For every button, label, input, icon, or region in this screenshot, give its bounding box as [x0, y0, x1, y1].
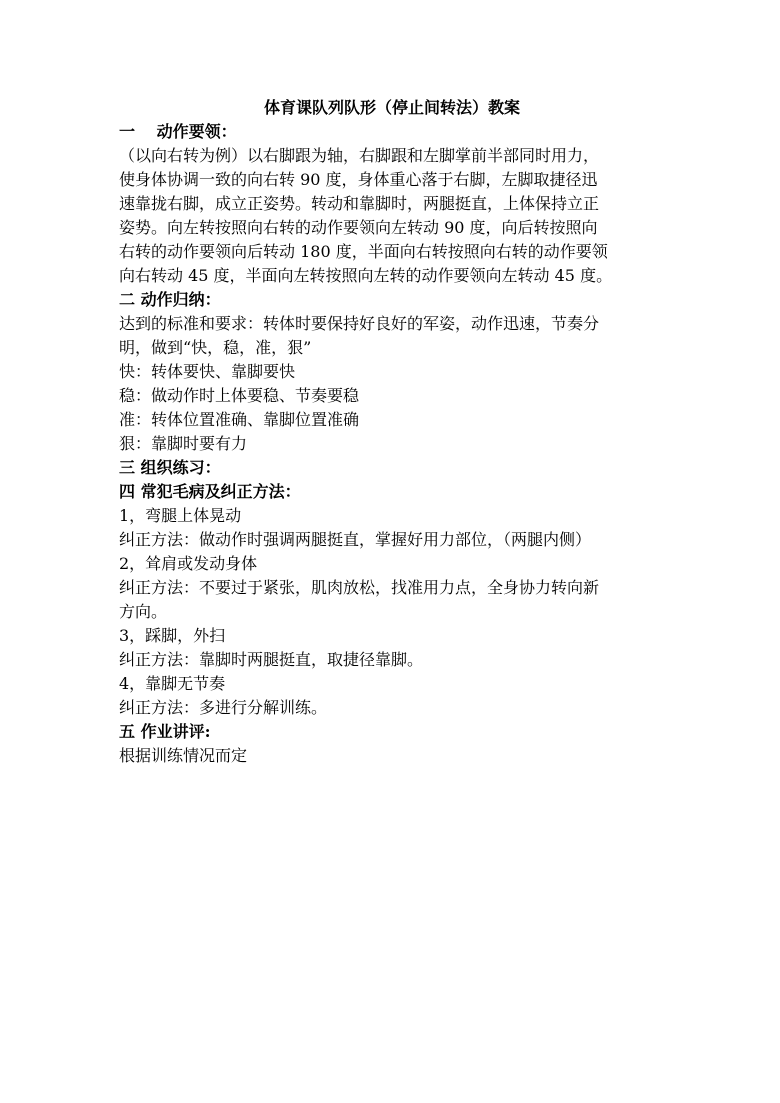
section-heading-4: 四 常犯毛病及纠正方法：	[119, 482, 301, 501]
section-heading-3: 三 组织练习：	[119, 458, 221, 477]
text-line: 纠正方法：不要过于紧张，肌肉放松，找准用力点，全身协力转向新	[119, 578, 600, 597]
document-page	[119, 96, 665, 768]
document-title: 体育课队列队形（停止间转法）教案	[263, 98, 520, 117]
text-line: 纠正方法：多进行分解训练。	[119, 698, 328, 717]
text-line: 纠正方法：靠脚时两腿挺直，取捷径靠脚。	[119, 650, 424, 669]
text-line: 达到的标准和要求：转体时要保持好良好的军姿，动作迅速，节奏分	[119, 314, 600, 333]
section-heading-1: 一 动作要领：	[119, 122, 237, 141]
text-line: 姿势。向左转按照向右转的动作要领向左转动 90 度，向后转按照向	[119, 218, 598, 237]
text-line: 速靠拢右脚，成立正姿势。转动和靠脚时，两腿挺直，上体保持立正	[119, 194, 600, 213]
text-line: 准：转体位置准确、靠脚位置准确	[119, 410, 360, 429]
section-4-body	[119, 504, 665, 720]
text-line: 纠正方法：做动作时强调两腿挺直，掌握好用力部位，（两腿内侧）	[119, 530, 592, 549]
text-line: 1，弯腿上体晃动	[119, 506, 242, 525]
text-line: 4，靠脚无节奏	[119, 674, 226, 693]
text-line: 快：转体要快、靠脚要快	[119, 362, 296, 381]
text-line: 稳：做动作时上体要稳、节奏要稳	[119, 386, 360, 405]
text-line: 狠：靠脚时要有力	[119, 434, 248, 453]
text-line: 2，耸肩或发动身体	[119, 554, 258, 573]
section-heading-5: 五 作业讲评:	[119, 722, 211, 741]
section-heading-2: 二 动作归纳：	[119, 290, 221, 309]
text-line: 向右转动 45 度，半面向左转按照向左转的动作要领向左转动 45 度。	[119, 266, 613, 285]
text-line: （以向右转为例）以右脚跟为轴，右脚跟和左脚掌前半部同时用力，	[119, 146, 600, 165]
section-2-body	[119, 312, 665, 456]
text-line: 根据训练情况而定	[119, 746, 248, 765]
text-line: 使身体协调一致的向右转 90 度，身体重心落于右脚，左脚取捷径迅	[119, 170, 598, 189]
text-line: 3，踩脚，外扫	[119, 626, 226, 645]
section-1-body	[119, 144, 665, 288]
text-line: 方向。	[119, 602, 168, 621]
text-line: 右转的动作要领向后转动 180 度，半面向右转按照向右转的动作要领	[119, 242, 608, 261]
section-5-body	[119, 744, 665, 768]
text-line: 明，做到“快，稳，准，狠”	[119, 338, 312, 357]
